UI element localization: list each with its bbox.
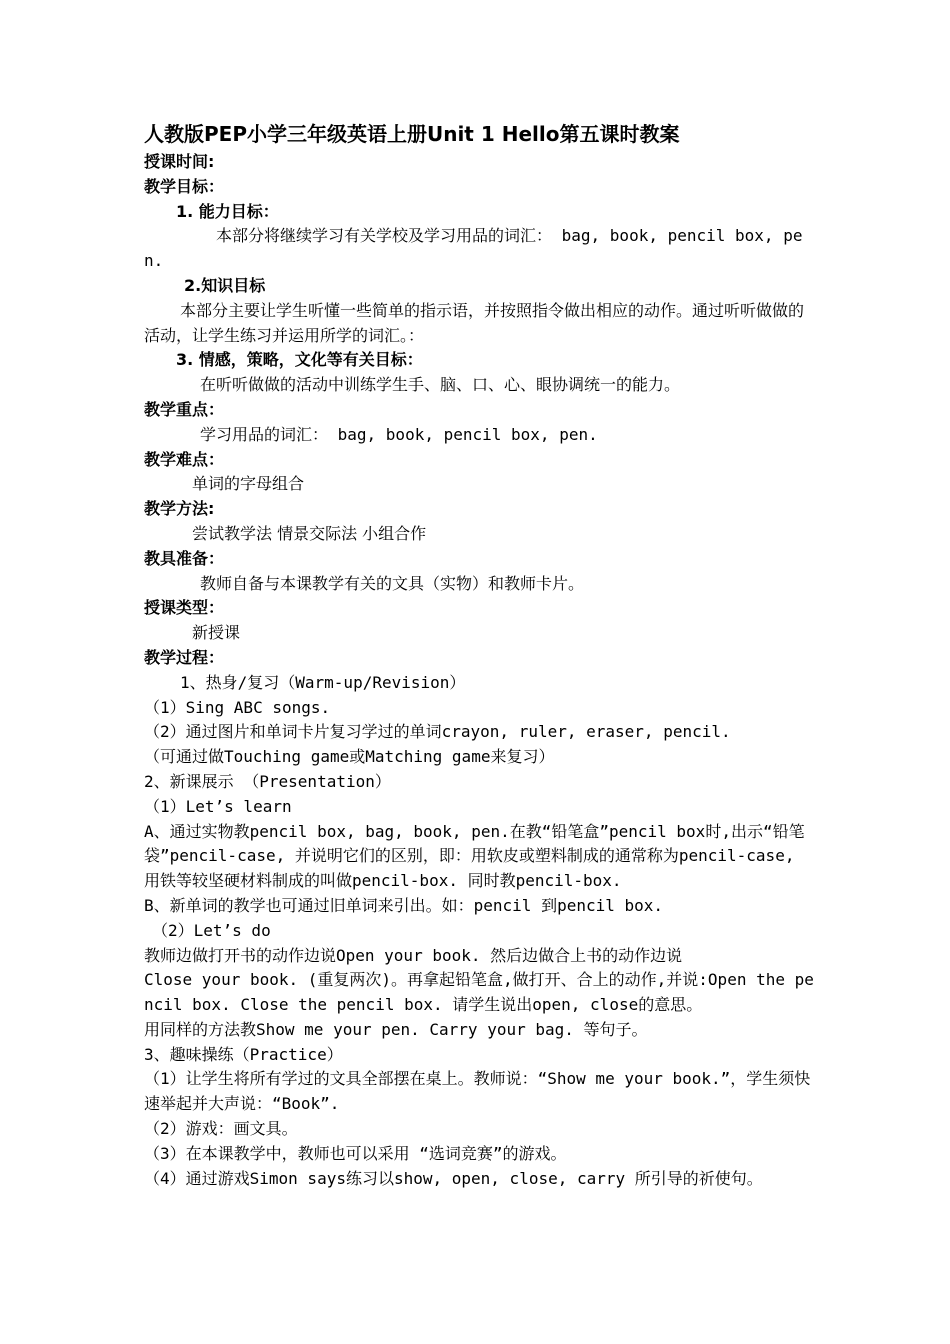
step2-heading: 2、新课展示 （Presentation）: [144, 771, 391, 791]
type-text: 新授课: [192, 623, 241, 643]
step3-item-c: （3）在本课教学中，教师也可以采用 “选词竞赛”的游戏。: [144, 1143, 567, 1163]
method-label: 教学方法:: [144, 499, 215, 519]
method-text: 尝试教学法 情景交际法 小组合作: [192, 523, 427, 543]
lesson-plan-document: [144, 118, 814, 1191]
step3-item-d: （4）通过游戏Simon says练习以show, open, close, carry 所引导的祈使句。: [144, 1168, 763, 1188]
difficulty-label: 教学难点：: [144, 449, 225, 469]
step3-heading: 3、趣味操练（Practice）: [144, 1044, 343, 1064]
type-label: 授课类型：: [144, 598, 225, 618]
key-text: 学习用品的词汇： bag, book, pencil box, pen.: [200, 424, 598, 444]
tools-text: 教师自备与本课教学有关的文具（实物）和教师卡片。: [200, 573, 585, 593]
goal1-text: 本部分将继续学习有关学校及学习用品的词汇： bag, book, pencil box, pen.: [144, 226, 803, 271]
goal2-text: 本部分主要让学生听懂一些简单的指示语，并按照指令做出相应的动作。通过听听做做的活动，让学生练习并运用所学的词汇。：: [144, 300, 805, 345]
step2-item-c: B、新单词的教学也可通过旧单词来引出。如：pencil 到pencil box.: [144, 895, 664, 915]
step2-item-b: A、通过实物教pencil box, bag, book, pen.在教“铅笔盒”pencil box时,出示“铅笔袋”pencil-case, 并说明它们的区别，即：用软皮或塑料制成的通常称为pencil-case, 用铁等较坚硬材料制成的叫做pencil-box. 同时教pencil-box.: [144, 821, 805, 891]
goal3-heading: 3. 情感，策略，文化等有关目标：: [176, 350, 423, 370]
step2-item-f: Close your book. (重复两次)。再拿起铅笔盒,做打开、合上的动作,并说:Open the pencil box. Close the pencil box. 请学生说出open, close的意思。: [144, 970, 814, 1015]
process-label: 教学过程：: [144, 647, 225, 667]
goal2-heading: 2.知识目标: [184, 275, 266, 295]
step1-item-c: （可通过做Touching game或Matching game来复习）: [144, 747, 555, 767]
step2-item-d: （2）Let’s do: [152, 920, 271, 940]
document-title: 人教版PEP小学三年级英语上册Unit 1 Hello第五课时教案: [144, 122, 680, 146]
time-label: 授课时间:: [144, 152, 215, 171]
step2-item-g: 用同样的方法教Show me your pen. Carry your bag. 等句子。: [144, 1019, 648, 1039]
goal-label: 教学目标：: [144, 176, 225, 196]
tools-label: 教具准备：: [144, 548, 225, 568]
step2-item-a: （1）Let’s learn: [144, 796, 292, 816]
step3-item-b: （2）游戏：画文具。: [144, 1119, 298, 1139]
step1-item-a: （1）Sing ABC songs.: [144, 697, 331, 717]
step2-item-e: 教师边做打开书的动作边说Open your book. 然后边做合上书的动作边说: [144, 945, 683, 965]
goal3-text: 在听听做做的活动中训练学生手、脑、口、心、眼协调统一的能力。: [200, 375, 681, 395]
goal1-heading: 1. 能力目标：: [176, 201, 279, 221]
step1-item-b: （2）通过图片和单词卡片复习学过的单词crayon, ruler, eraser, pencil.: [144, 722, 731, 742]
step3-item-a: （1）让学生将所有学过的文具全部摆在桌上。教师说：“Show me your book.”，学生须快速举起并大声说：“Book”.: [144, 1069, 811, 1114]
key-label: 教学重点：: [144, 399, 225, 419]
step1-heading: 1、热身/复习（Warm-up/Revision）: [180, 672, 466, 692]
difficulty-text: 单词的字母组合: [192, 474, 305, 494]
